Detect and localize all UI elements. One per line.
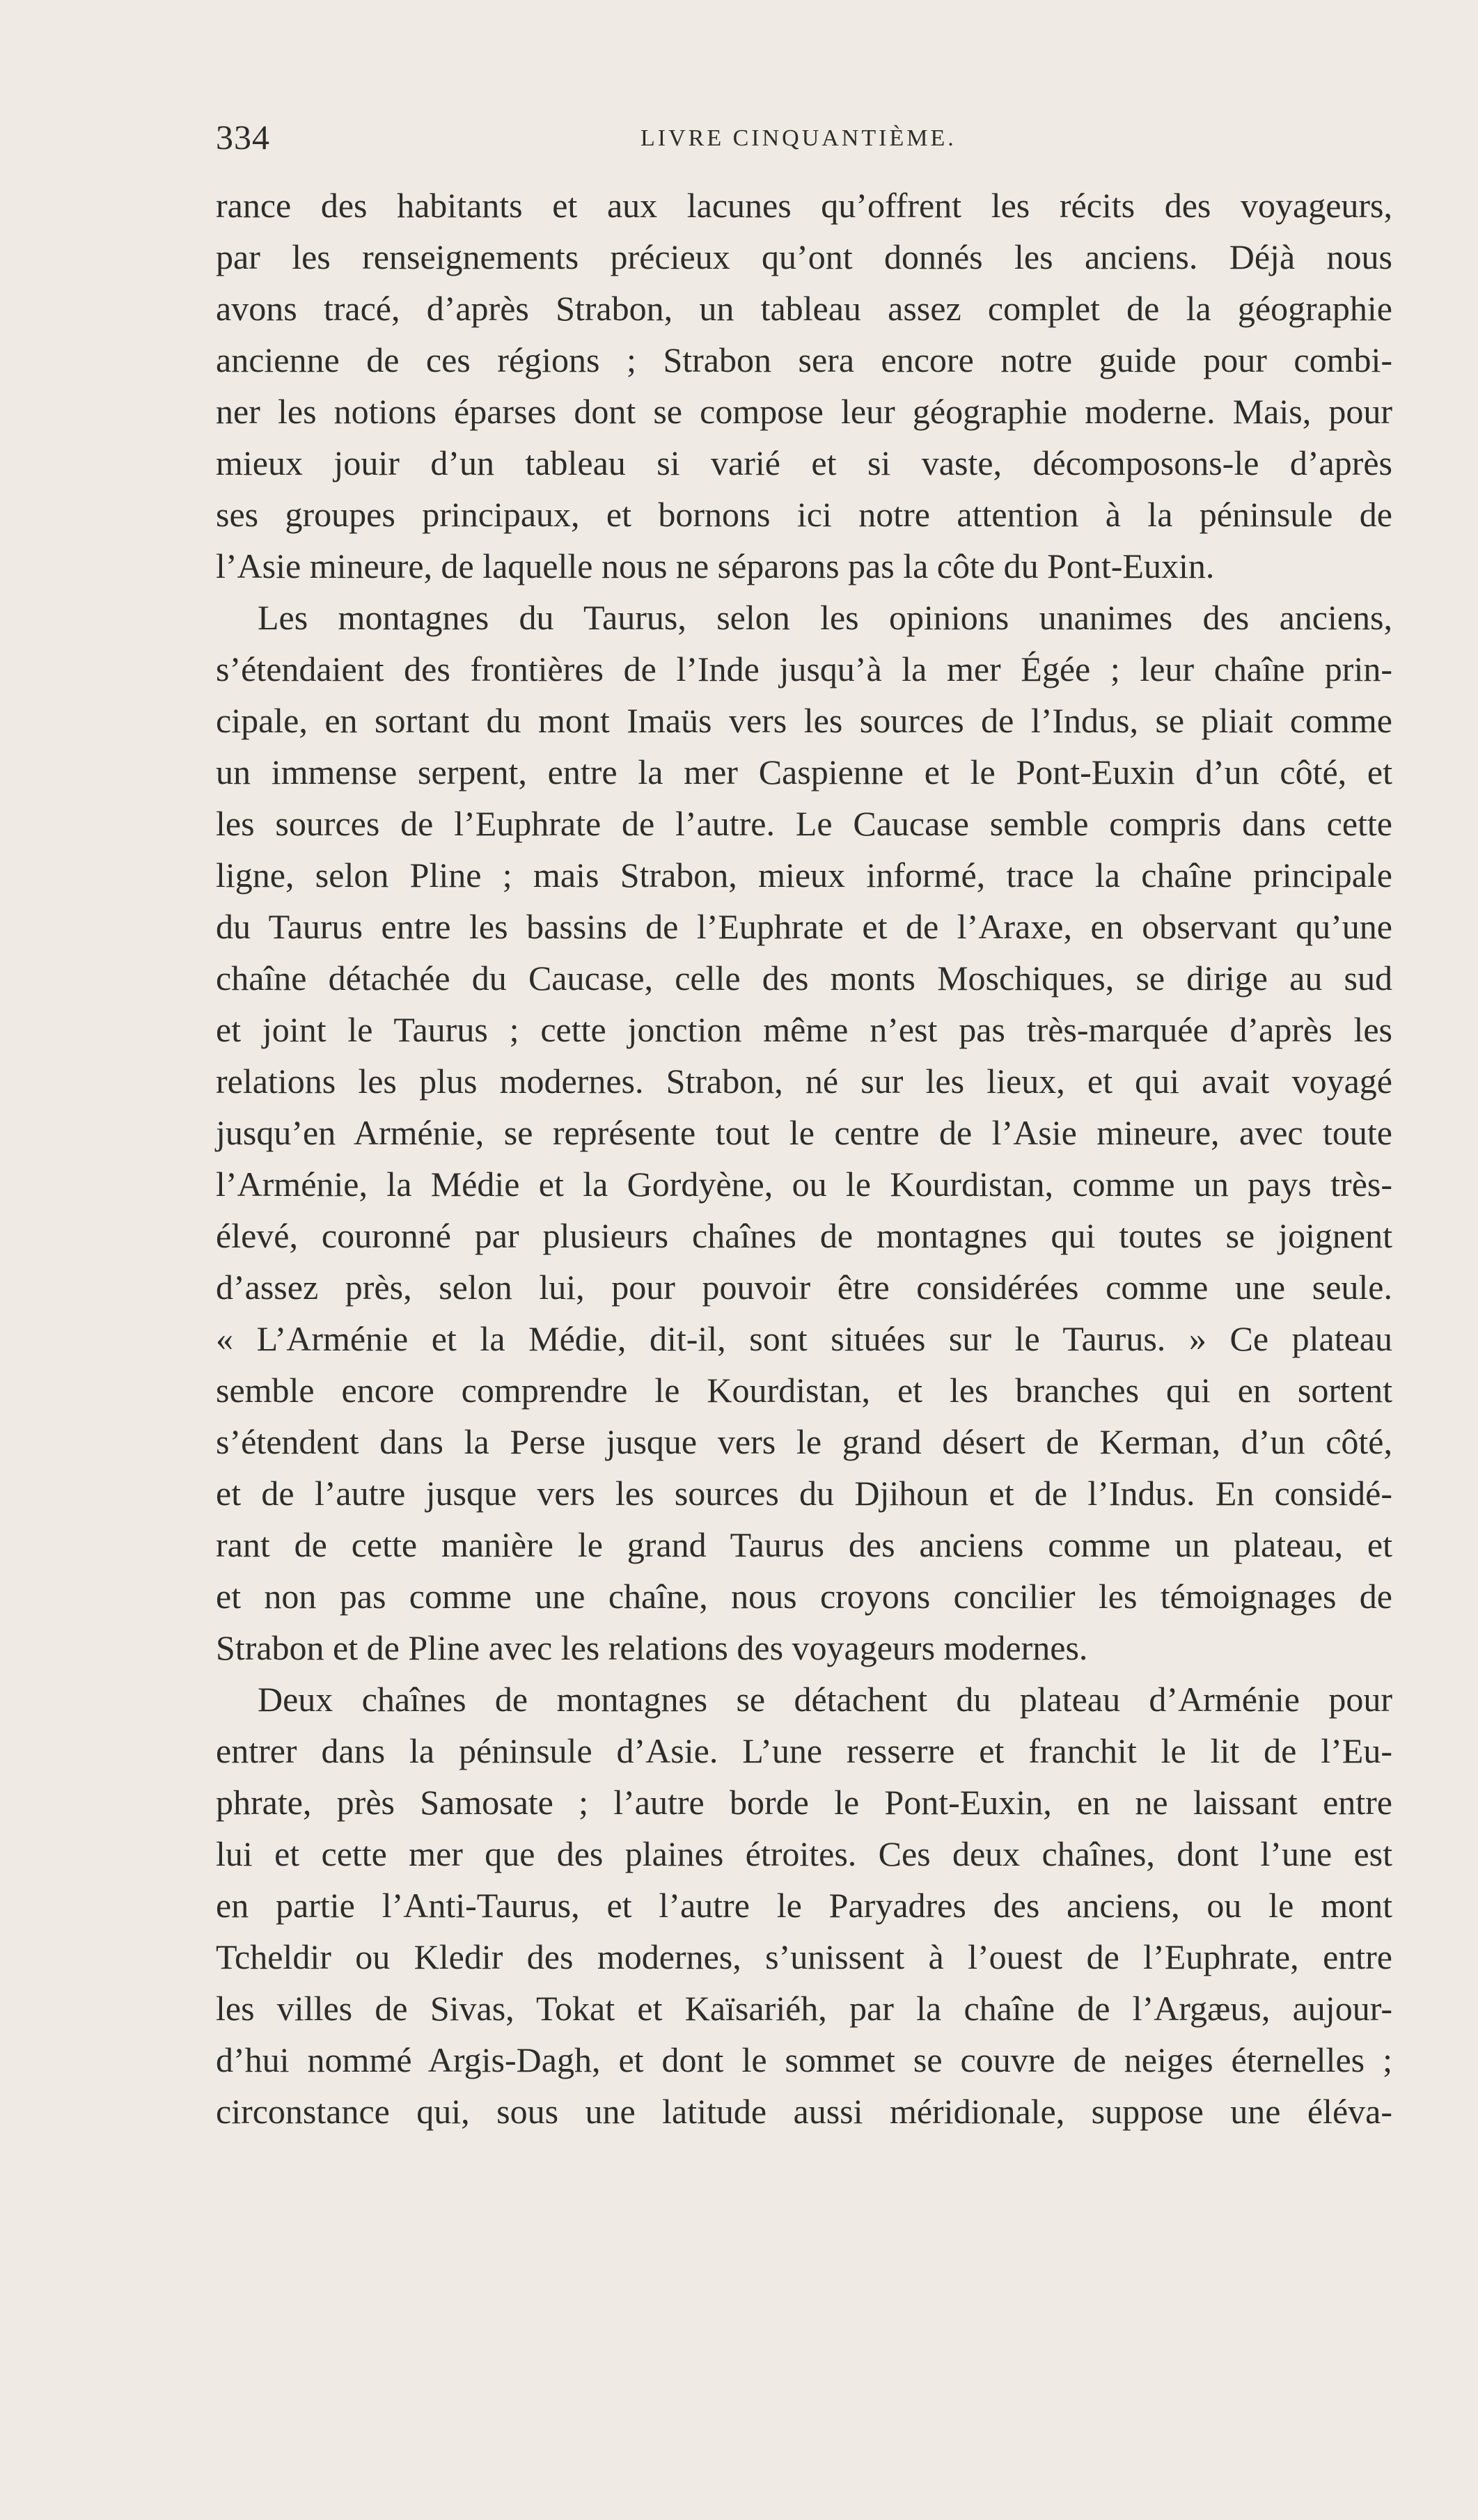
text-line: ses groupes principaux, et bornons ici notre attention à la péninsule de [216, 495, 1392, 534]
text-line: cipale, en sortant du mont Imaüs vers les sources de l’Indus, se pliait comme [216, 701, 1392, 740]
text-line: et non pas comme une chaîne, nous croyons concilier les témoignages de [216, 1577, 1392, 1616]
text-line: avons tracé, d’après Strabon, un tableau assez complet de la géographie [216, 289, 1392, 328]
text-line: les villes de Sivas, Tokat et Kaïsariéh, par la chaîne de l’Argæus, aujour- [216, 1989, 1392, 2028]
text-line: ligne, selon Pline ; mais Strabon, mieux informé, trace la chaîne principale [216, 856, 1392, 895]
text-line: phrate, près Samosate ; l’autre borde le Pont-Euxin, en ne laissant entre [216, 1783, 1392, 1822]
text-line: par les renseignements précieux qu’ont donnés les anciens. Déjà nous [216, 237, 1392, 276]
text-line: d’assez près, selon lui, pour pouvoir être considérées comme une seule. [216, 1268, 1392, 1307]
text-line: et joint le Taurus ; cette jonction même n’est pas très-marquée d’après les [216, 1010, 1392, 1049]
text-line: Tcheldir ou Kledir des modernes, s’unissent à l’ouest de l’Euphrate, entre [216, 1937, 1392, 1976]
text-line: s’étendent dans la Perse jusque vers le grand désert de Kerman, d’un côté, [216, 1422, 1392, 1461]
text-line: jusqu’en Arménie, se représente tout le centre de l’Asie mineure, avec toute [216, 1113, 1392, 1152]
text-line: relations les plus modernes. Strabon, né sur les lieux, et qui avait voyagé [216, 1062, 1392, 1101]
page-number: 334 [216, 118, 270, 157]
text-line: Les montagnes du Taurus, selon les opinions unanimes des anciens, [258, 598, 1392, 637]
text-line: ner les notions éparses dont se compose leur géographie moderne. Mais, pour [216, 392, 1392, 431]
text-line: mieux jouir d’un tableau si varié et si vaste, décomposons-le d’après [216, 443, 1392, 482]
text-line: d’hui nommé Argis-Dagh, et dont le sommet se couvre de neiges éternelles ; [216, 2040, 1392, 2079]
text-line: s’étendaient des frontières de l’Inde jusqu’à la mer Égée ; leur chaîne prin- [216, 649, 1392, 688]
text-line: « L’Arménie et la Médie, dit-il, sont situées sur le Taurus. » Ce plateau [216, 1319, 1392, 1358]
text-line: circonstance qui, sous une latitude aussi méridionale, suppose une éléva- [216, 2092, 1392, 2131]
text-line: ancienne de ces régions ; Strabon sera encore notre guide pour combi- [216, 340, 1392, 379]
text-line: Strabon et de Pline avec les relations des voyageurs modernes. [216, 1628, 1088, 1667]
text-line: Deux chaînes de montagnes se détachent du plateau d’Arménie pour [258, 1680, 1392, 1719]
body-text [216, 180, 1392, 2137]
text-line: du Taurus entre les bassins de l’Euphrate et de l’Araxe, en observant qu’une [216, 907, 1392, 946]
text-line: élevé, couronné par plusieurs chaînes de montagnes qui toutes se joignent [216, 1216, 1392, 1255]
text-line: et de l’autre jusque vers les sources du Djihoun et de l’Indus. En considé- [216, 1474, 1392, 1513]
text-line: chaîne détachée du Caucase, celle des monts Moschiques, se dirige au sud [216, 959, 1392, 998]
text-line: semble encore comprendre le Kourdistan, et les branches qui en sortent [216, 1371, 1392, 1410]
text-line: l’Asie mineure, de laquelle nous ne séparons pas la côte du Pont-Euxin. [216, 546, 1215, 585]
text-line: lui et cette mer que des plaines étroites. Ces deux chaînes, dont l’une est [216, 1834, 1392, 1873]
text-line: l’Arménie, la Médie et la Gordyène, ou le Kourdistan, comme un pays très- [216, 1165, 1392, 1204]
running-title: LIVRE CINQUANTIÈME. [640, 125, 957, 151]
text-line: rance des habitants et aux lacunes qu’offrent les récits des voyageurs, [216, 186, 1392, 225]
text-line: les sources de l’Euphrate de l’autre. Le Caucase semble compris dans cette [216, 804, 1392, 843]
text-line: entrer dans la péninsule d’Asie. L’une resserre et franchit le lit de l’Eu- [216, 1731, 1392, 1770]
text-line: rant de cette manière le grand Taurus des anciens comme un plateau, et [216, 1525, 1392, 1564]
text-line: un immense serpent, entre la mer Caspienne et le Pont-Euxin d’un côté, et [216, 753, 1392, 792]
page-header [216, 117, 1392, 166]
text-line: en partie l’Anti-Taurus, et l’autre le Paryadres des anciens, ou le mont [216, 1886, 1392, 1925]
